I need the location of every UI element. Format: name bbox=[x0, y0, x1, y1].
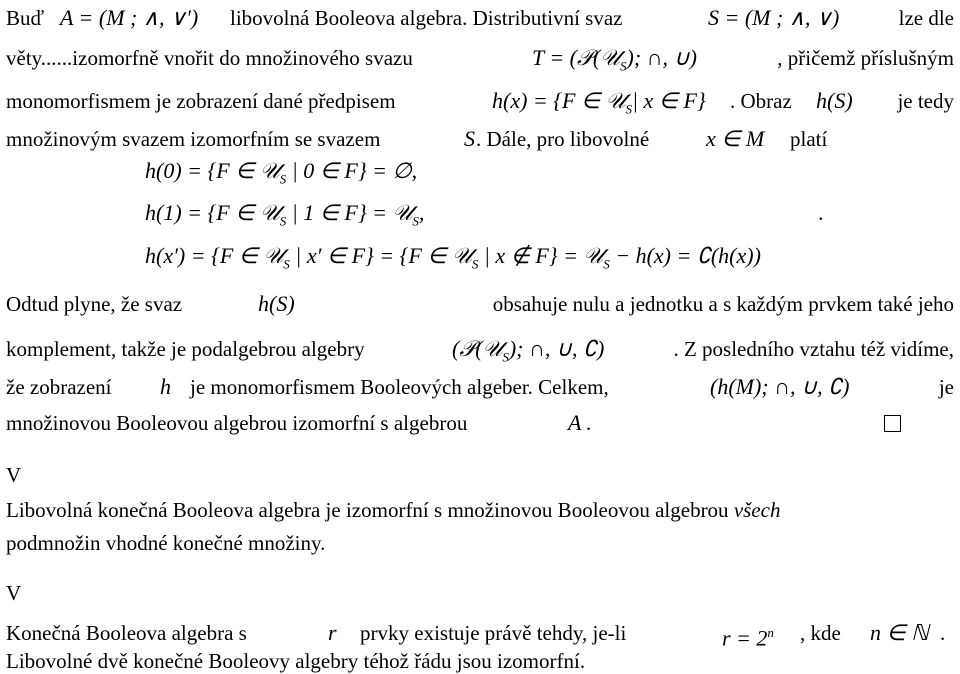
text: Konečná Booleova algebra s bbox=[6, 621, 247, 645]
text: libovolná Booleova algebra. Distributivní svaz bbox=[230, 6, 623, 30]
theorem-label: V bbox=[6, 463, 22, 487]
math: h(S) bbox=[258, 291, 295, 316]
text: . Dále, pro libovolné bbox=[476, 127, 650, 151]
text: platí bbox=[790, 127, 828, 151]
theorem-label: V bbox=[6, 581, 22, 605]
end-of-proof-box bbox=[884, 415, 901, 432]
text: Libovolné dvě konečné Booleovy algebry téhož řádu jsou izomorfní. bbox=[6, 649, 586, 673]
equation-h0: h(0) = {F ∈ 𝒰$_S$ | 0 ∈ F} = ∅, bbox=[145, 158, 418, 187]
math: (𝒫(𝒰$_S$); ∩, ∪, ∁) bbox=[452, 336, 605, 365]
math: h(S) bbox=[816, 88, 853, 113]
math: h(x) = {F ∈ 𝒰$_S$| x ∈ F} bbox=[492, 88, 706, 117]
text: . Obraz bbox=[730, 89, 792, 113]
math: x ∈ M bbox=[706, 126, 765, 151]
math: h bbox=[160, 374, 171, 399]
math: $r = 2^n$ bbox=[722, 625, 774, 651]
text: věty......izomorfně vnořit do množinového svazu bbox=[6, 46, 413, 70]
math: T = (𝒫(𝒰$_S$); ∩, ∪) bbox=[532, 45, 697, 74]
text: podmnožin vhodné konečné množiny. bbox=[6, 531, 326, 555]
equation-h1: h(1) = {F ∈ 𝒰$_S$ | 1 ∈ F} = 𝒰$_S$, bbox=[145, 200, 425, 229]
text: , přičemž příslušným bbox=[777, 46, 954, 70]
text: , kde bbox=[800, 621, 841, 645]
math: S = (M ; ∧, ∨) bbox=[708, 5, 840, 30]
math: r bbox=[328, 620, 337, 645]
text: množinovým svazem izomorfním se svazem bbox=[6, 127, 381, 151]
math: (h(M); ∩, ∪, ∁) bbox=[710, 374, 850, 399]
math: S bbox=[464, 126, 475, 151]
text: lze dle bbox=[898, 6, 954, 30]
text: prvky existuje právě tehdy, je-li bbox=[360, 621, 627, 645]
text: je tedy bbox=[897, 89, 954, 113]
text: Libovolná konečná Booleova algebra je izomorfní s množinovou Booleovou algebrou všech bbox=[6, 498, 781, 522]
text: je monomorfismem Booleových algeber. Celkem, bbox=[190, 375, 609, 399]
equation-hx-complement: h(x′) = {F ∈ 𝒰$_S$ | x′ ∈ F} = {F ∈ 𝒰$_S$ | x ∉ F} = 𝒰$_S$ − h(x) = ∁(h(x)) bbox=[145, 243, 761, 272]
text: že zobrazení bbox=[6, 375, 112, 399]
text: je bbox=[938, 375, 954, 399]
math: A = (M ; ∧, ∨′) bbox=[60, 5, 199, 30]
text: Buď bbox=[6, 6, 45, 30]
text: Odtud plyne, že svaz bbox=[6, 292, 183, 316]
math: A bbox=[568, 410, 582, 435]
text: . Z posledního vztahu též vidíme, bbox=[673, 337, 954, 361]
text: monomorfismem je zobrazení dané předpisem bbox=[6, 89, 396, 113]
text: . bbox=[586, 411, 592, 435]
text: komplement, takže je podalgebrou algebry bbox=[6, 337, 365, 361]
text: . bbox=[940, 621, 946, 645]
equation-dot: . bbox=[818, 200, 824, 225]
math: n ∈ ℕ bbox=[870, 620, 929, 645]
text: obsahuje nulu a jednotku a s každým prvkem také jeho bbox=[492, 292, 954, 316]
text: množinovou Booleovou algebrou izomorfní s algebrou bbox=[6, 411, 468, 435]
